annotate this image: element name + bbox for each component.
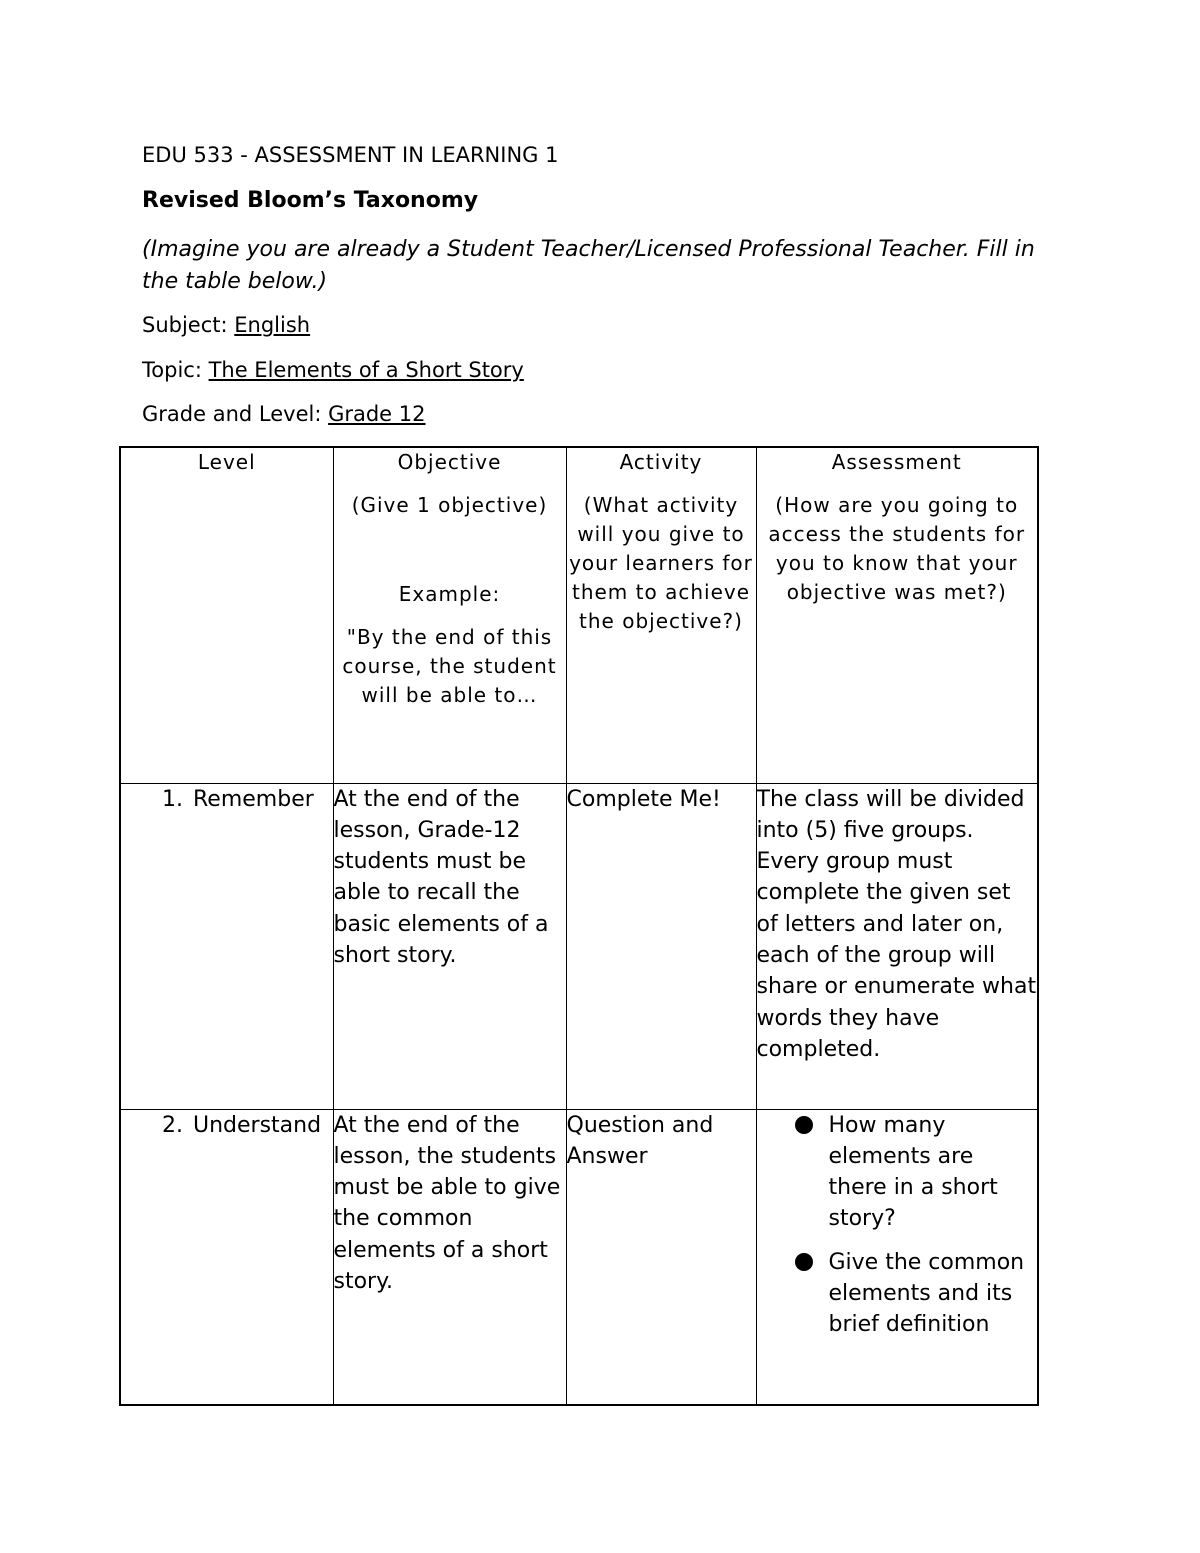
topic-line — [142, 358, 524, 382]
objective-cell: At the end of the lesson, Grade-12 students must be able to recall the basic elements of a short story. — [333, 783, 566, 1109]
grade-line — [142, 402, 426, 426]
level-name: Remember — [193, 786, 314, 812]
table-row-understand — [120, 1109, 1038, 1405]
bullet-icon — [795, 1253, 813, 1271]
level-name: Understand — [193, 1112, 322, 1138]
topic-label: Topic: — [142, 358, 209, 382]
header-assessment-title: Assessment — [831, 450, 962, 474]
header-objective-title: Objective — [397, 450, 502, 474]
subject-value: English — [234, 313, 311, 337]
activity-cell: Question and Answer — [566, 1109, 756, 1405]
assessment-list — [757, 1110, 1038, 1341]
header-level — [120, 447, 333, 783]
level-number: 1. — [162, 786, 183, 812]
header-objective-example-label: Example: — [398, 582, 501, 606]
list-item — [757, 1110, 1038, 1235]
objective-cell: At the end of the lesson, the students must be able to give the common elements of a short story. — [333, 1109, 566, 1405]
subject-label: Subject: — [142, 313, 235, 337]
table-row-remember — [120, 783, 1038, 1109]
header-objective — [333, 447, 566, 783]
taxonomy-table — [119, 446, 1039, 1406]
header-activity-title: Activity — [619, 450, 703, 474]
list-item-text: How many elements are there in a short story? — [828, 1112, 998, 1232]
grade-label: Grade and Level: — [142, 402, 329, 426]
bullet-icon — [795, 1116, 813, 1134]
header-assessment — [756, 447, 1038, 783]
header-assessment-note: (How are you going to access the students for you to know that your objective was met?) — [768, 493, 1026, 604]
assessment-cell — [756, 1109, 1038, 1405]
header-objective-example: "By the end of this course, the student will be able to… — [342, 625, 557, 707]
level-cell — [120, 783, 333, 1109]
header-objective-note: (Give 1 objective) — [351, 493, 548, 517]
list-item-text: Give the common elements and its brief definition — [828, 1249, 1025, 1338]
instructions: (Imagine you are already a Student Teacher/Licensed Professional Teacher. Fill in the table below.) — [142, 237, 1035, 294]
header-activity-note: (What activity will you give to your learners for them to achieve the objective?) — [569, 493, 753, 633]
activity-cell: Complete Me! — [566, 783, 756, 1109]
course-title: EDU 533 - ASSESSMENT IN LEARNING 1 — [142, 143, 559, 167]
level-cell — [120, 1109, 333, 1405]
list-item — [757, 1247, 1038, 1341]
document-heading: Revised Bloom’s Taxonomy — [142, 188, 479, 213]
grade-value: Grade 12 — [328, 402, 426, 426]
header-level-title: Level — [197, 450, 256, 474]
table-header-row — [120, 447, 1038, 783]
topic-value: The Elements of a Short Story — [208, 358, 524, 382]
header-activity — [566, 447, 756, 783]
level-number: 2. — [162, 1112, 183, 1138]
subject-line — [142, 313, 310, 337]
assessment-cell: The class will be divided into (5) five groups. Every group must complete the given set of letters and later on, each of the group will share or enumerate what words they have completed. — [756, 783, 1038, 1109]
